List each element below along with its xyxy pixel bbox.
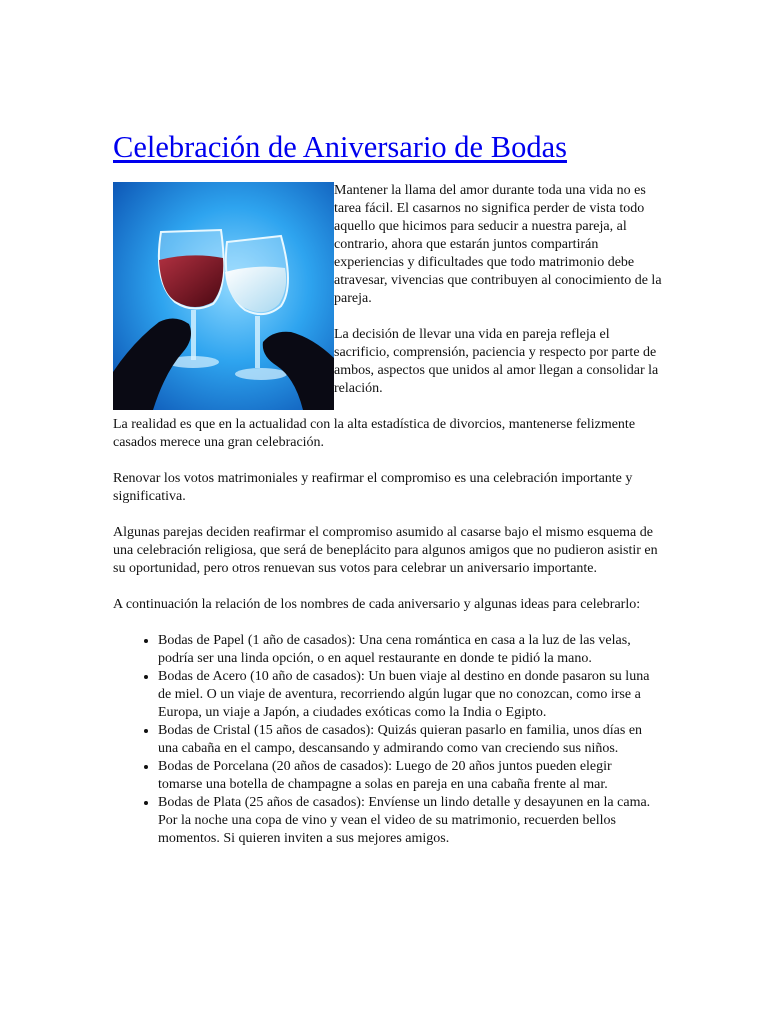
list-item: • Bodas de Plata (25 años de casados): Envíense un lindo detalle y desayunen en la cama. Por la noche una copa de vino y vean el video de su matrimonio, recuerden bellos momentos. Si quieren inviten a sus mejores amigos. [158, 794, 658, 848]
body-paragraph: Renovar los votos matrimoniales y reafirmar el compromiso es una celebración importante y significativa. [113, 471, 633, 504]
page-title[interactable]: Celebración de Aniversario de Bodas [113, 130, 567, 164]
wine-glasses-toast-photo [113, 182, 334, 410]
body-paragraph: Algunas parejas deciden reafirmar el compromiso asumido al casarse bajo el mismo esquema de una celebración religiosa, que será de beneplácito para algunos amigos que no pudieron asistir en su oportunidad, pero otros renuevan sus votos para celebrar un aniversario importante. [113, 525, 658, 576]
list-item: • Bodas de Papel (1 año de casados): Una cena romántica en casa a la luz de las velas, podría ser una linda opción, o en aquel restaurante en donde te pidió la mano. [158, 632, 658, 668]
body-paragraph: La realidad es que en la actualidad con la alta estadística de divorcios, mantenerse felizmente casados merece una gran celebración. [113, 417, 636, 450]
list-item: • Bodas de Acero (10 año de casados): Un buen viaje al destino en donde pasaron su luna de miel. O un viaje de aventura, recorriendo algún lugar que no conozcan, como irse a Europa, un viaje a Japón, a ciudades exóticas como la India o Egipto. [158, 668, 658, 722]
document-page [113, 128, 662, 848]
list-item: • Bodas de Cristal (15 años de casados): Quizás quieran pasarlo en familia, unos días en una cabaña en el campo, descansando y admirando como van creciendo sus niños. [158, 722, 658, 758]
anniversary-list [113, 632, 658, 848]
body-text [113, 416, 658, 614]
intro-section [113, 182, 662, 410]
body-paragraph: A continuación la relación de los nombres de cada aniversario y algunas ideas para celebrarlo: [113, 597, 641, 612]
intro-text [334, 182, 664, 398]
list-item: • Bodas de Porcelana (20 años de casados): Luego de 20 años juntos pueden elegir tomarse una botella de champagne a solas en pareja en una cabaña frente al mar. [158, 758, 658, 794]
intro-paragraph: Mantener la llama del amor durante toda una vida no es tarea fácil. El casarnos no significa perder de vista todo aquello que hicimos para seducir a nuestra pareja, al contrario, ahora que estarán juntos compartirán experiencias y dificultades que todo matrimonio debe atravesar, vivencias que contribuyen al conocimiento de la pareja. [334, 183, 662, 306]
intro-paragraph: La decisión de llevar una vida en pareja refleja el sacrificio, comprensión, paciencia y respecto por parte de ambos, aspectos que unidos al amor llegan a consolidar la relación. [334, 327, 659, 396]
